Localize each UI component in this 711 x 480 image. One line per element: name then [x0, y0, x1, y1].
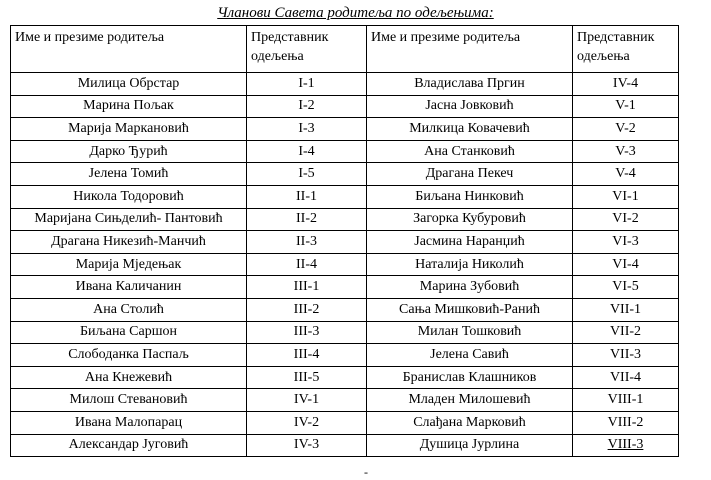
parent-name-cell: Ана Станковић — [367, 140, 573, 163]
parent-name-cell: Марина Зубовић — [367, 276, 573, 299]
table-row — [11, 185, 679, 208]
parent-name-cell: Драгана Пекеч — [367, 163, 573, 186]
class-code-cell: V-1 — [573, 95, 679, 118]
parent-name-cell: Јасна Јовковић — [367, 95, 573, 118]
table-row — [11, 389, 679, 412]
class-code-cell: III-4 — [247, 344, 367, 367]
parent-name-cell: Марија Мједењак — [11, 253, 247, 276]
parent-name-cell: Биљана Нинковић — [367, 185, 573, 208]
class-code-cell: I-2 — [247, 95, 367, 118]
parent-name-cell: Ана Столић — [11, 298, 247, 321]
parent-name-cell: Милош Стевановић — [11, 389, 247, 412]
class-code-cell: II-4 — [247, 253, 367, 276]
class-code-cell: VI-2 — [573, 208, 679, 231]
parent-name-cell: Јелена Савић — [367, 344, 573, 367]
table-row — [11, 208, 679, 231]
parent-name-cell: Марија Маркановић — [11, 118, 247, 141]
header-name-left: Име и презиме родитеља — [11, 26, 247, 73]
parent-name-cell: Владислава Пргин — [367, 73, 573, 96]
class-code-cell: II-3 — [247, 231, 367, 254]
class-code-cell: VII-4 — [573, 366, 679, 389]
class-code-cell: III-2 — [247, 298, 367, 321]
parent-name-cell: Јелена Томић — [11, 163, 247, 186]
table-row — [11, 95, 679, 118]
page-title: Чланови Савета родитеља по одељењима: — [217, 5, 494, 21]
parent-name-cell: Маријана Сињделић- Пантовић — [11, 208, 247, 231]
class-code-cell: VII-3 — [573, 344, 679, 367]
table-row — [11, 140, 679, 163]
parent-name-cell: Ивана Каличанин — [11, 276, 247, 299]
table-row — [11, 366, 679, 389]
header-class-right: Представник одељења — [573, 26, 679, 73]
class-code-cell: I-3 — [247, 118, 367, 141]
class-code-cell: V-4 — [573, 163, 679, 186]
table-row — [11, 344, 679, 367]
class-code-cell: VII-2 — [573, 321, 679, 344]
parent-name-cell: Марина Пољак — [11, 95, 247, 118]
class-code-cell: VI-4 — [573, 253, 679, 276]
class-code-cell: VI-5 — [573, 276, 679, 299]
parent-name-cell: Бранислав Клашников — [367, 366, 573, 389]
class-code-cell: III-3 — [247, 321, 367, 344]
parent-name-cell: Слободанка Паспаљ — [11, 344, 247, 367]
table-row — [11, 276, 679, 299]
parent-name-cell: Александар Југовић — [11, 434, 247, 457]
class-code-cell: IV-3 — [247, 434, 367, 457]
class-code-cell: I-4 — [247, 140, 367, 163]
parent-name-cell: Никола Тодоровић — [11, 185, 247, 208]
table-row — [11, 411, 679, 434]
class-code-cell: IV-1 — [247, 389, 367, 412]
parent-name-cell: Милкица Ковачевић — [367, 118, 573, 141]
class-code-cell: VIII-1 — [573, 389, 679, 412]
class-code-cell: VI-3 — [573, 231, 679, 254]
parent-name-cell: Душица Јурлина — [367, 434, 573, 457]
header-class-left: Представник одељења — [247, 26, 367, 73]
table-header-row — [11, 26, 679, 73]
footer-mark: - — [364, 465, 368, 479]
class-code-cell: I-1 — [247, 73, 367, 96]
table-row — [11, 163, 679, 186]
class-code-cell: V-3 — [573, 140, 679, 163]
parent-name-cell: Загорка Кубуровић — [367, 208, 573, 231]
parent-name-cell: Ана Кнежевић — [11, 366, 247, 389]
parent-name-cell: Биљана Саршон — [11, 321, 247, 344]
table-row — [11, 321, 679, 344]
class-code-cell: II-2 — [247, 208, 367, 231]
class-code-cell: IV-2 — [247, 411, 367, 434]
table-row — [11, 73, 679, 96]
parent-name-cell: Милан Тошковић — [367, 321, 573, 344]
class-code-cell: III-1 — [247, 276, 367, 299]
table-row — [11, 118, 679, 141]
class-code-cell: II-1 — [247, 185, 367, 208]
parent-name-cell: Младен Милошевић — [367, 389, 573, 412]
table-row — [11, 434, 679, 457]
header-name-right: Име и презиме родитеља — [367, 26, 573, 73]
class-code-cell: VIII-2 — [573, 411, 679, 434]
class-code-cell: VII-1 — [573, 298, 679, 321]
class-code-cell: VI-1 — [573, 185, 679, 208]
table-row — [11, 231, 679, 254]
table-row — [11, 253, 679, 276]
parent-name-cell: Сања Мишковић-Ранић — [367, 298, 573, 321]
parent-name-cell: Ивана Малопарац — [11, 411, 247, 434]
class-code-cell: V-2 — [573, 118, 679, 141]
class-code-cell: VIII-3 — [573, 434, 679, 457]
table-row — [11, 298, 679, 321]
class-code-cell: III-5 — [247, 366, 367, 389]
parent-name-cell: Драгана Никезић-Манчић — [11, 231, 247, 254]
parent-name-cell: Јасмина Наранџић — [367, 231, 573, 254]
parent-name-cell: Милица Обрстар — [11, 73, 247, 96]
parents-council-table — [10, 25, 679, 457]
parent-name-cell: Дарко Ђурић — [11, 140, 247, 163]
class-code-cell: IV-4 — [573, 73, 679, 96]
class-code-cell: I-5 — [247, 163, 367, 186]
parent-name-cell: Слађана Марковић — [367, 411, 573, 434]
parent-name-cell: Наталија Николић — [367, 253, 573, 276]
